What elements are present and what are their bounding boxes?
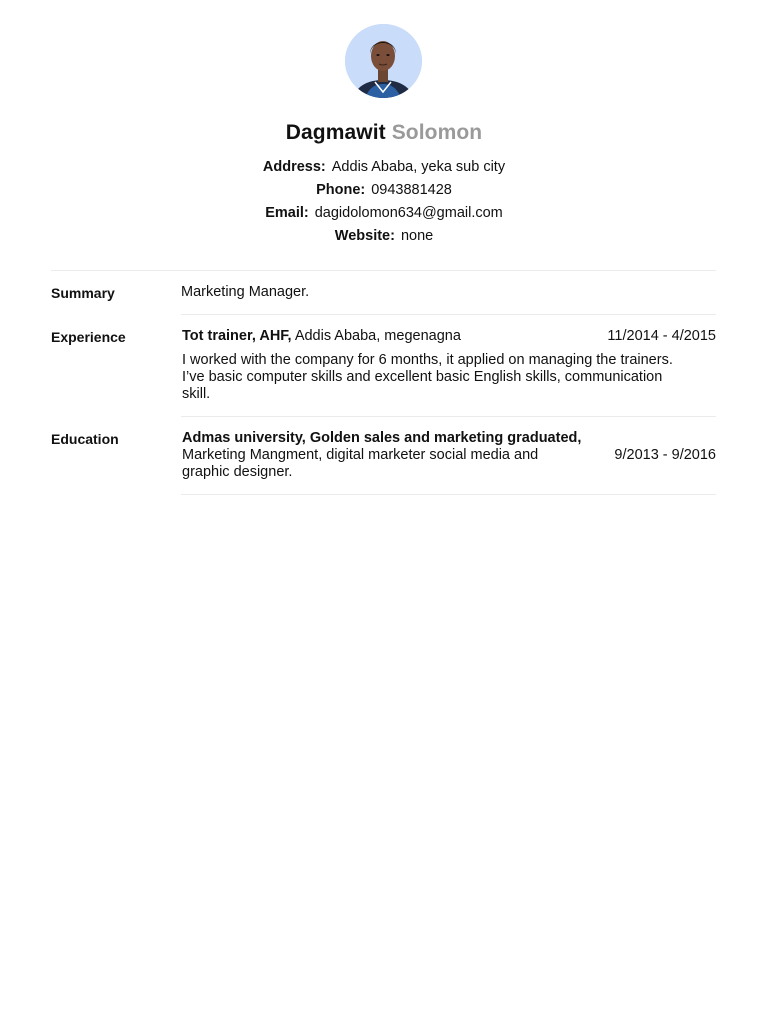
summary-label: Summary: [51, 285, 115, 301]
website-label: Website:: [334, 228, 395, 244]
candidate-name: [0, 121, 768, 145]
header-divider: [51, 270, 716, 271]
address-line: [0, 158, 768, 176]
website-value: none: [400, 228, 434, 244]
experience-title: Tot trainer, AHF,: [182, 328, 292, 344]
summary-divider: [181, 314, 716, 315]
phone-label: Phone:: [316, 182, 366, 198]
phone-value: 0943881428: [371, 182, 452, 198]
experience-heading: [182, 328, 461, 345]
website-line: [0, 227, 768, 245]
address-label: Address:: [262, 159, 326, 175]
avatar: [345, 24, 422, 98]
experience-dates: 11/2014 - 4/2015: [607, 328, 716, 344]
phone-line: [0, 181, 768, 199]
education-dates: 9/2013 - 9/2016: [614, 447, 716, 463]
experience-description-line: I worked with the company for 6 months, it applied on managing the trainers.: [182, 352, 673, 368]
education-title: Admas university, Golden sales and marketing graduated,: [182, 430, 582, 446]
email-label: Email:: [265, 205, 309, 221]
profile-photo-icon: [345, 24, 422, 98]
experience-divider: [181, 416, 716, 417]
education-description-line: graphic designer.: [182, 464, 293, 480]
experience-label: Experience: [51, 329, 126, 345]
address-value: Addis Ababa, yeka sub city: [331, 159, 506, 175]
email-value: dagidolomon634@gmail.com: [314, 205, 503, 221]
education-divider: [181, 494, 716, 495]
first-name: Dagmawit: [285, 121, 386, 144]
experience-description-line: skill.: [182, 386, 211, 402]
email-line: [0, 204, 768, 222]
last-name: Solomon: [391, 121, 483, 144]
experience-description-line: I’ve basic computer skills and excellent basic English skills, communication: [182, 369, 663, 385]
education-label: Education: [51, 431, 119, 447]
summary-text: Marketing Manager.: [181, 284, 310, 300]
education-description-line: Marketing Mangment, digital marketer social media and: [182, 447, 539, 463]
experience-location: Addis Ababa, megenagna: [294, 328, 461, 344]
